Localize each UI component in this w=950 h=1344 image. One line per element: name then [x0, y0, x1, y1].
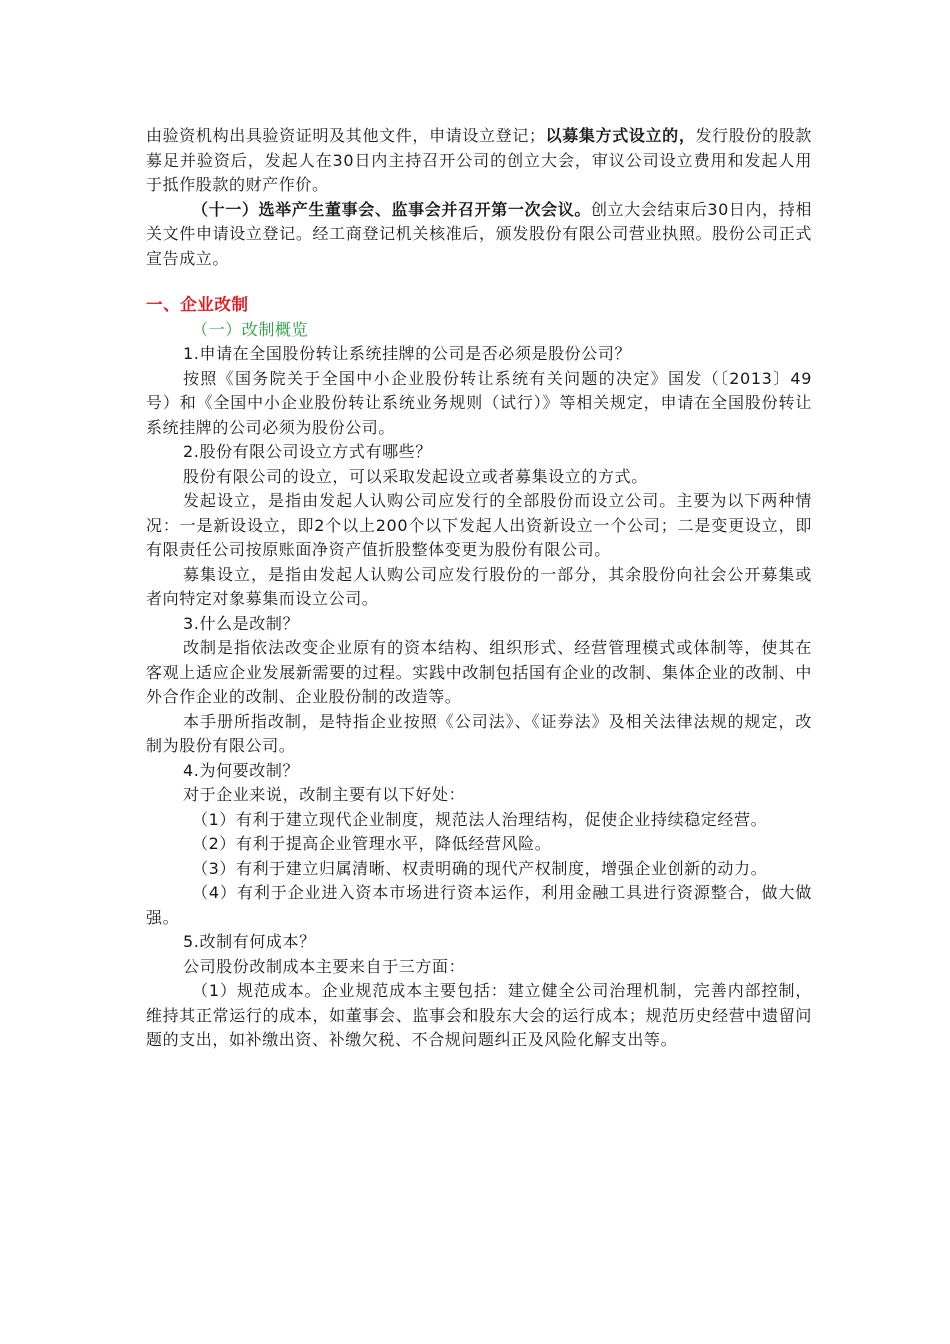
question-2: 2.股份有限公司设立方式有哪些？	[183, 442, 432, 461]
answer-4-intro: 对于企业来说，改制主要有以下好处：	[183, 785, 466, 804]
answer-5-item: （1）规范成本。企业规范成本主要包括：建立健全公司治理机制，完善内部控制，维持其正常运行的成本，如董事会、监事会和股东大会的运行成本；规范历史经营中遗留问题的支出，如补缴出资、补缴欠税、不合规问题纠正及风险化解支出等。	[146, 981, 812, 1049]
intro-text: 发行股份的股款募足并验资后，发起人在30日内主持召开公司的创立大会，审议公司设立费用和发起人用于抵作股款的财产作价。	[146, 126, 813, 194]
subsection-heading: （一）改制概览	[192, 319, 309, 339]
answer-5-intro: 公司股份改制成本主要来自于三方面：	[183, 956, 466, 976]
intro-bold-text: （十一）选举产生董事会、监事会并召开第一次会议。	[192, 199, 591, 219]
section-heading: 一、企业改制	[146, 295, 249, 314]
intro-paragraph-2	[146, 198, 812, 272]
answer-3-paragraph: 改制是指依法改变企业原有的资本结构、组织形式、经营管理模式或体制等，使其在客观上适应企业发展新需要的过程。实践中改制包括国有企业的改制、集体企业的改制、中外合作企业的改制、企业股份制的改造等。	[146, 638, 812, 706]
document-body	[146, 124, 812, 1053]
answer-4-item: （3）有利于建立归属清晰、权责明确的现代产权制度，增强企业创新的动力。	[192, 858, 768, 878]
intro-text: 创立大会结束后30日内，持相关文件申请设立登记。经工商登记机关核准后，颁发股份有限公司营业执照。股份公司正式宣告成立。	[146, 199, 812, 268]
answer-3-paragraph: 本手册所指改制，是特指企业按照《公司法》、《证券法》及相关法律法规的规定，改制为股份有限公司。	[146, 711, 812, 755]
answer-4-item: （4）有利于企业进入资本市场进行资本运作，利用金融工具进行资源整合，做大做强。	[146, 883, 812, 927]
answer-2-paragraph: 股份有限公司的设立，可以采取发起设立或者募集设立的方式。	[183, 466, 648, 486]
answer-2-paragraph: 发起设立，是指由发起人认购公司应发行的全部股份而设立公司。主要为以下两种情况：一是新设设立，即2个以上200个以下发起人出资新设立一个公司；二是变更设立，即有限责任公司按原账面净资产值折股整体变更为股份有限公司。	[146, 491, 812, 559]
spacer	[146, 271, 812, 293]
question-1: 1.申请在全国股份转让系统挂牌的公司是否必须是股份公司？	[183, 344, 632, 363]
intro-text: 由验资机构出具验资证明及其他文件，申请设立登记；	[146, 126, 546, 145]
intro-paragraph-1	[146, 124, 812, 198]
question-5: 5.改制有何成本？	[183, 932, 316, 951]
answer-2-paragraph: 募集设立，是指由发起人认购公司应发行股份的一部分，其余股份向社会公开募集或者向特定对象募集而设立公司。	[146, 564, 812, 608]
question-3: 3.什么是改制？	[183, 613, 300, 633]
answer-1: 按照《国务院关于全国中小企业股份转让系统有关问题的决定》国发（〔2013〕49号）和《全国中小企业股份转让系统业务规则（试行）》等相关规定，申请在全国股份转让系统挂牌的公司必须为股份公司。	[146, 368, 812, 437]
question-4: 4.为何要改制？	[183, 760, 300, 780]
intro-bold-text: 以募集方式设立的，	[545, 126, 696, 145]
answer-4-item: （2）有利于提高企业管理水平，降低经营风险。	[192, 834, 552, 853]
answer-4-item: （1）有利于建立现代企业制度，规范法人治理结构，促使企业持续稳定经营。	[192, 809, 768, 829]
